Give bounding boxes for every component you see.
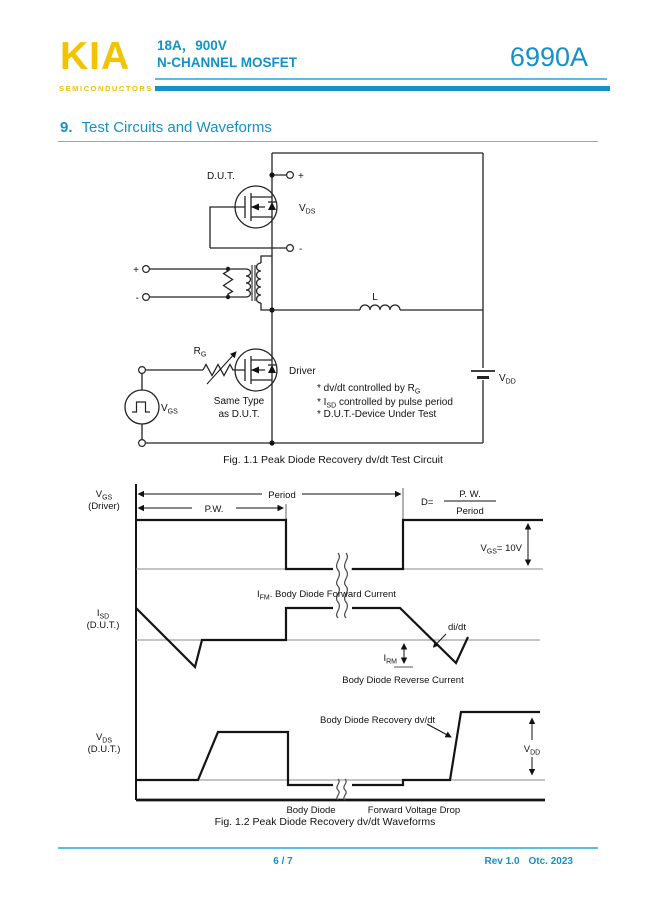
fig1-test-circuit bbox=[125, 153, 516, 466]
vds-label: $V_{DS}$ bbox=[299, 203, 316, 216]
pulse-glyph bbox=[132, 402, 150, 412]
plus-terminal bbox=[287, 172, 294, 179]
vgs-axis-label-line2: (Driver) bbox=[88, 501, 120, 512]
vgs-10v-label: $V_{GS}= 10V$ bbox=[480, 543, 522, 556]
dut-label: D.U.T. bbox=[207, 171, 235, 182]
plus-label: + bbox=[298, 171, 304, 182]
minus-label: - bbox=[299, 244, 303, 255]
xfmr-minus-label: - bbox=[135, 293, 139, 304]
note-dvdt: * dv/dt controlled by $R_G$ bbox=[317, 383, 421, 396]
minus-terminal bbox=[287, 245, 294, 252]
vdd-arrow-label: $V_{DD}$ bbox=[523, 744, 541, 757]
part-number: 6990A bbox=[509, 42, 588, 72]
xfmr-minus-terminal bbox=[143, 294, 150, 301]
section-title-text: Test Circuits and Waveforms bbox=[81, 119, 272, 136]
isd-axis-label-line2: (D.U.T.) bbox=[86, 620, 120, 631]
pw-label: P.W. bbox=[204, 504, 224, 515]
kia-logo: KIA bbox=[60, 35, 131, 78]
same-type-line1: Same Type bbox=[213, 396, 265, 407]
source-top-terminal bbox=[139, 367, 146, 374]
duty-numerator: P. W. bbox=[459, 489, 481, 500]
irm-label: $I_{RM}$ bbox=[383, 653, 397, 666]
body-diode-label: Body Diode bbox=[286, 805, 336, 816]
recovery-dvdt-label: Body Diode Recovery dv/dt bbox=[320, 715, 436, 726]
isd-waveform bbox=[136, 608, 468, 667]
section-number: 9. bbox=[60, 119, 73, 136]
note-isd: * $I_{SD}$ controlled by pulse period bbox=[317, 397, 453, 410]
rg-resistor bbox=[203, 365, 235, 376]
device-type: N-CHANNEL MOSFET bbox=[157, 55, 297, 70]
forward-voltage-drop-label: Forward Voltage Drop bbox=[367, 805, 461, 816]
reverse-current-label: Body Diode Reverse Current bbox=[342, 675, 464, 686]
kia-logo-subtitle: SEMICONDUCTORS bbox=[59, 84, 153, 93]
didt-label: di/dt bbox=[448, 622, 466, 633]
vds-axis-label-line2: (D.U.T.) bbox=[87, 744, 121, 755]
xfmr-primary-coil bbox=[246, 269, 251, 297]
device-rating: 18A，900V bbox=[157, 38, 227, 53]
footer-revision-block bbox=[475, 856, 573, 867]
footer-date: Otc. 2023 bbox=[528, 856, 573, 867]
footer-page-number: 6 / 7 bbox=[273, 856, 293, 867]
xfmr-secondary-coil bbox=[257, 263, 262, 303]
driver-mosfet bbox=[235, 349, 277, 391]
damping-resistor bbox=[224, 269, 233, 297]
vds-break-mark bbox=[333, 779, 350, 800]
dut-mosfet bbox=[235, 186, 277, 228]
note-dut: * D.U.T.-Device Under Test bbox=[317, 409, 437, 420]
vgs-axis-label: $V_{GS}$ bbox=[95, 489, 113, 502]
vgs-break-mark bbox=[333, 553, 351, 586]
duty-denominator: Period bbox=[456, 506, 484, 517]
duty-lhs-label: D= bbox=[421, 497, 434, 508]
didt-pointer-arrow bbox=[434, 634, 447, 647]
vdd-label: $V_{DD}$ bbox=[499, 373, 516, 386]
xfmr-plus-terminal bbox=[143, 266, 150, 273]
ifm-label: $I_{FM}$. Body Diode Forward Current bbox=[257, 589, 396, 602]
rg-label: $R_G$ bbox=[193, 346, 207, 359]
fig2-waveforms bbox=[87, 484, 545, 828]
fig1-caption: Fig. 1.1 Peak Diode Recovery dv/dt Test Circuit bbox=[223, 454, 443, 466]
same-type-line2: as D.U.T. bbox=[218, 409, 260, 420]
footer-rule bbox=[58, 847, 598, 849]
vds-axis-label: $V_{DS}$ bbox=[95, 732, 113, 745]
period-label: Period bbox=[268, 490, 296, 501]
footer-revision: Rev 1.0 bbox=[484, 856, 520, 867]
isd-axis-label: $I_{SD}$ bbox=[96, 608, 110, 621]
fig2-caption: Fig. 1.2 Peak Diode Recovery dv/dt Waveforms bbox=[214, 816, 436, 828]
xfmr-plus-label: + bbox=[133, 265, 139, 276]
xfmr-core bbox=[252, 265, 255, 301]
source-bottom-terminal bbox=[139, 440, 146, 447]
pulse-source bbox=[125, 390, 159, 424]
driver-label: Driver bbox=[289, 366, 316, 377]
vgs-label: $V_{GS}$ bbox=[161, 403, 178, 416]
inductor-label: L bbox=[372, 292, 378, 303]
inductor-coil bbox=[360, 305, 400, 310]
